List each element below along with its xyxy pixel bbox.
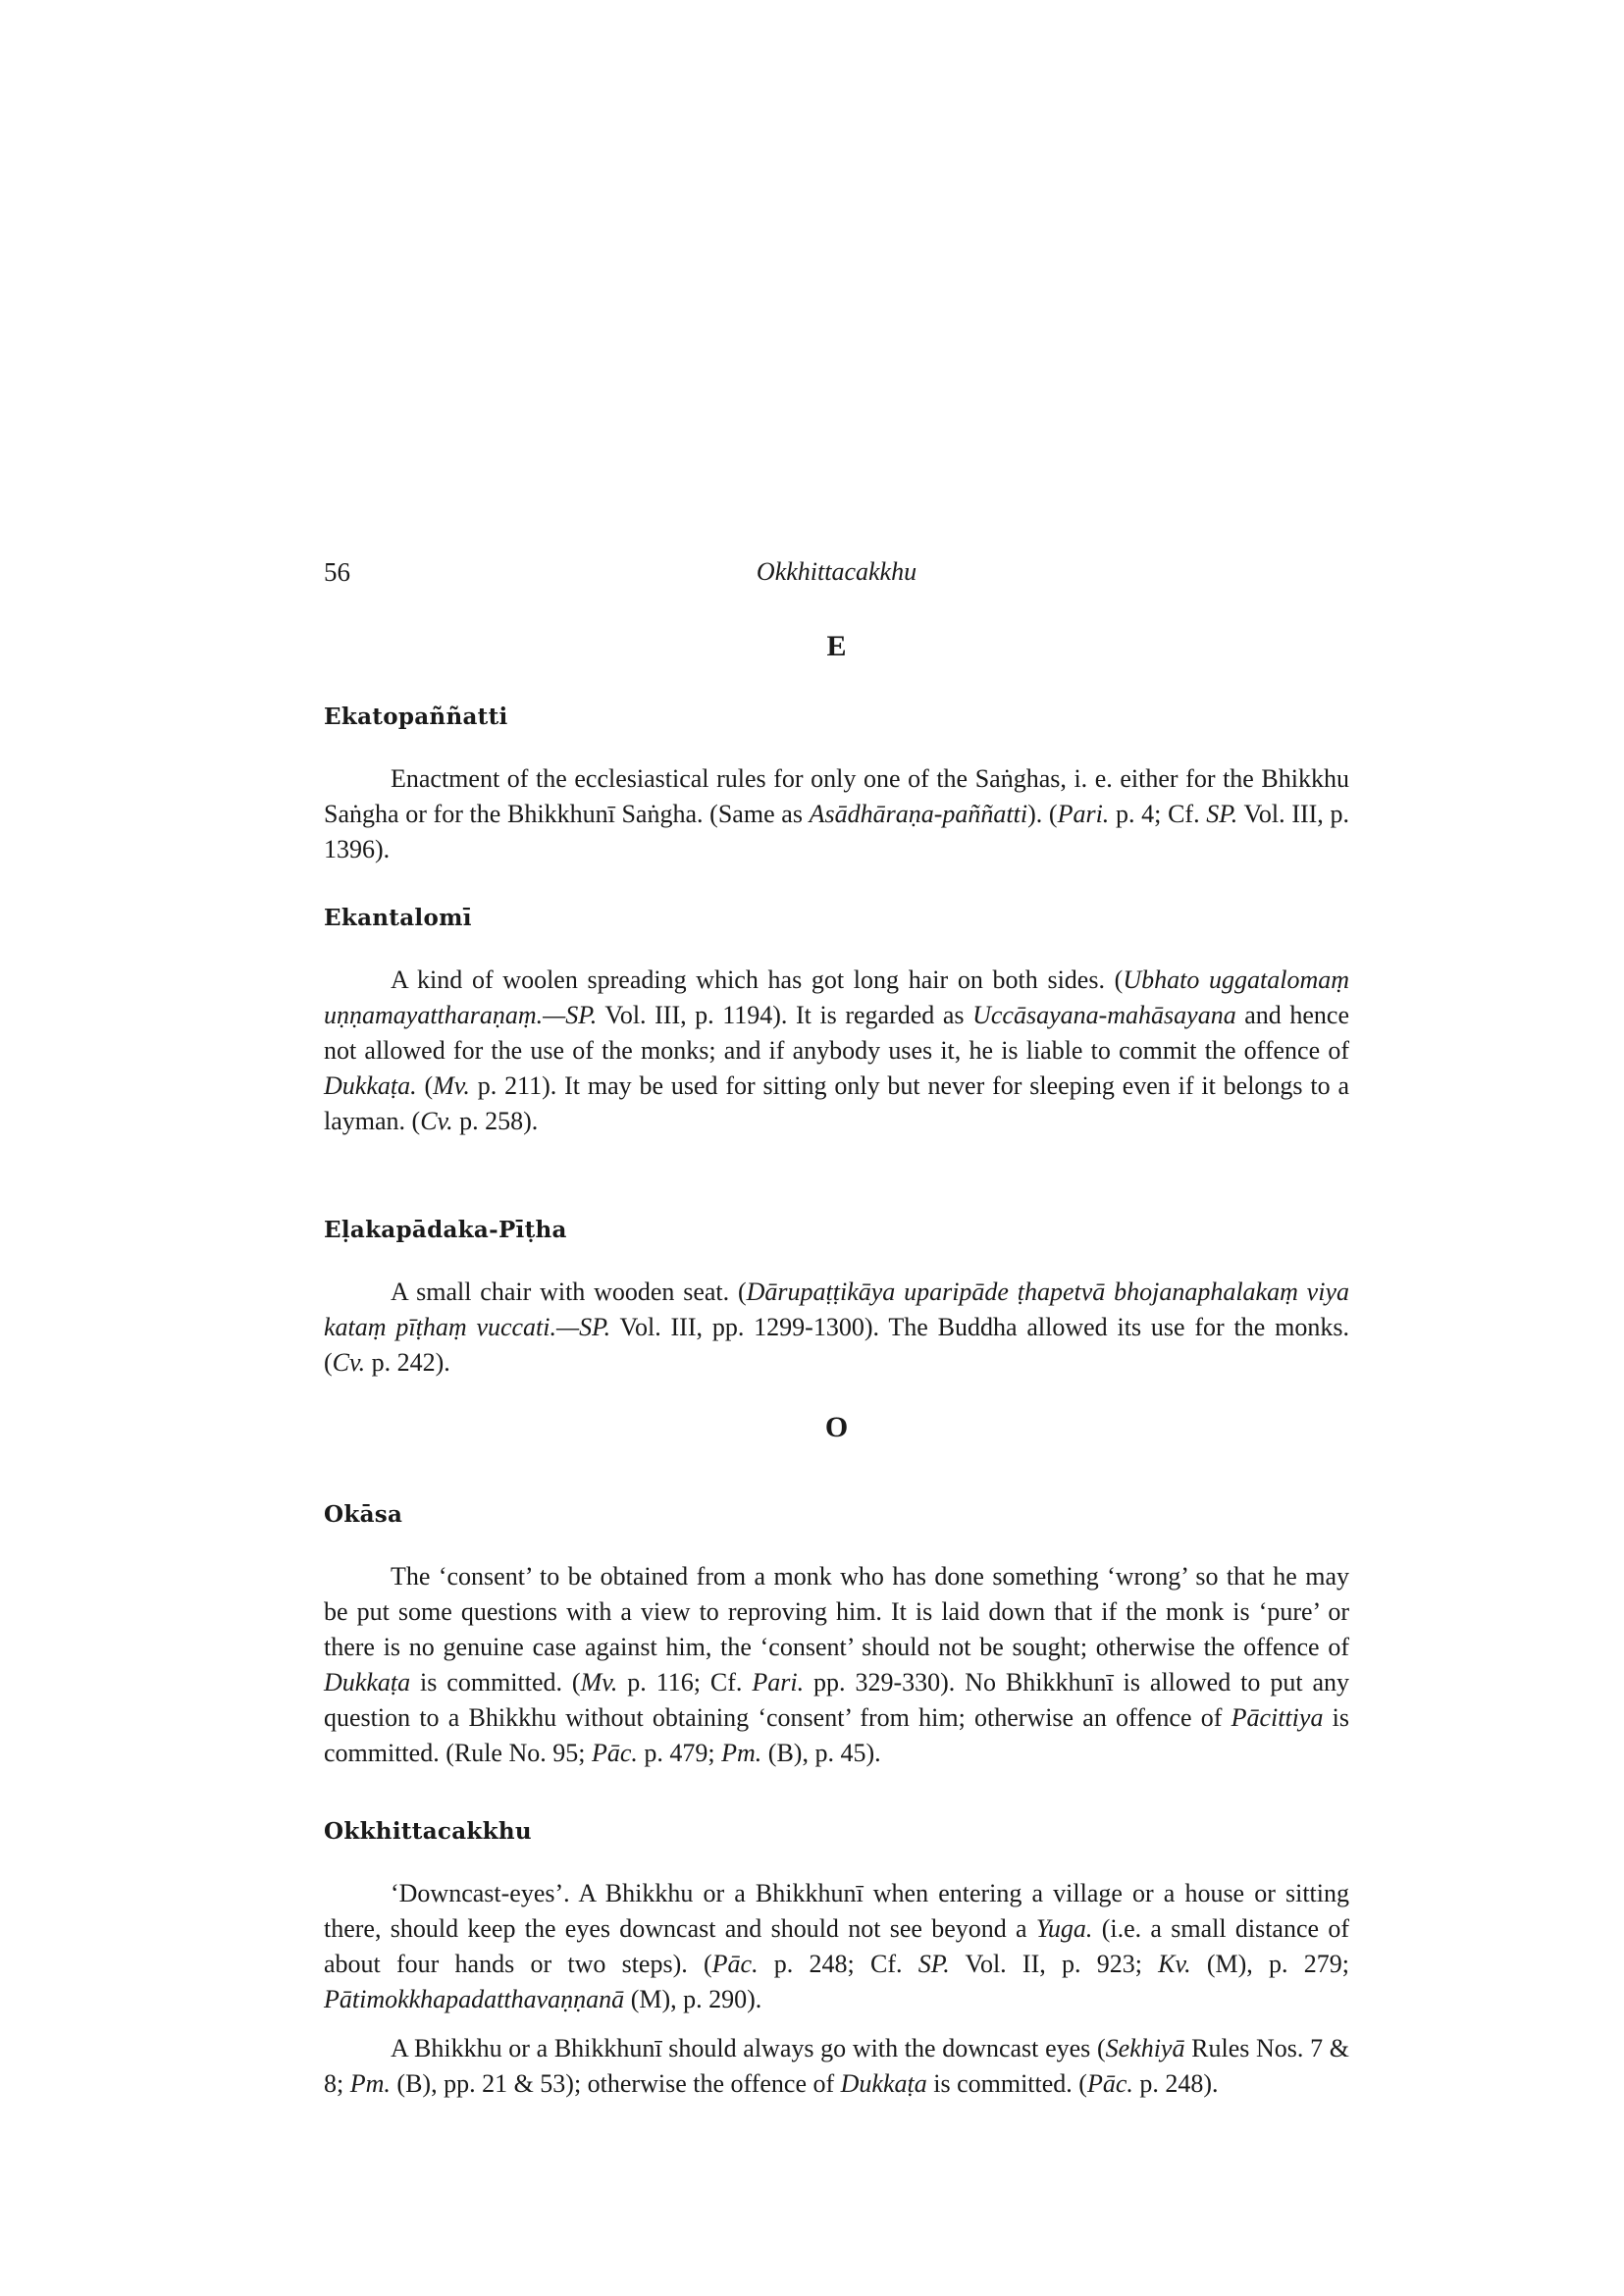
italic-citation: Cv. xyxy=(420,1107,453,1135)
italic-citation: Dukkaṭa. xyxy=(324,1071,417,1100)
italic-citation: Uccāsayana-mahāsayana xyxy=(972,1001,1236,1029)
text-run: The ‘consent’ to be obtained from a monk who has done something ‘wrong’ so that he may be put some questions with a view to reproving him. It is laid down that if the monk is ‘pure’ or there is no genuine case against him, the ‘consent’ should not be sought; otherwise the offence of xyxy=(324,1562,1349,1661)
section-letter-o: O xyxy=(824,1411,849,1443)
italic-citation: Pātimokkhapadatthavaṇṇanā xyxy=(324,1985,625,2013)
text-run: p. 116; Cf. xyxy=(617,1668,753,1696)
dictionary-entry xyxy=(324,1501,1349,1771)
page-number: 56 xyxy=(324,557,350,587)
text-run: A small chair with wooden seat. ( xyxy=(391,1278,747,1306)
italic-citation: Pari. xyxy=(1057,800,1110,828)
entry-headword: Ekantalomī xyxy=(324,905,472,931)
entry-paragraph xyxy=(324,1275,1349,1381)
text-run: Vol. III, p. 1194). It is regarded as xyxy=(597,1001,973,1029)
text-run: p. 242). xyxy=(365,1348,450,1377)
italic-citation: Pari. xyxy=(752,1668,805,1696)
italic-citation: Dārupaṭṭikāya uparipāde ṭhapetvā bhojanaphalakaṃ viya kataṃ pīṭhaṃ vuccati.—SP. xyxy=(324,1278,1349,1341)
entry-headword: Eḷakapādaka-Pīṭha xyxy=(324,1217,567,1243)
text-run: p. 248; Cf. xyxy=(758,1950,918,1978)
text-run: Vol. III, p. 1396). xyxy=(324,800,1349,863)
italic-citation: Kv. xyxy=(1158,1950,1191,1978)
text-run: A Bhikkhu or a Bhikkhunī should always go with the downcast eyes ( xyxy=(391,2034,1106,2062)
text-run: Rules Nos. 7 & 8; xyxy=(324,2034,1350,2098)
italic-citation: Mv. xyxy=(580,1668,618,1696)
page-header xyxy=(324,557,1349,597)
italic-citation: Asādhāraṇa-paññatti xyxy=(809,800,1028,828)
italic-citation: Dukkaṭa xyxy=(324,1668,411,1696)
text-run: (M), p. 279; xyxy=(1190,1950,1349,1978)
dictionary-entry xyxy=(324,704,1349,867)
entry-paragraph xyxy=(324,761,1349,867)
italic-citation: SP. xyxy=(1206,800,1238,828)
text-run: is committed. (Rule No. 95; xyxy=(324,1703,1350,1767)
italic-citation: Pm. xyxy=(349,2069,391,2098)
dictionary-entry xyxy=(324,1217,1349,1381)
entry-headword: Okāsa xyxy=(324,1501,403,1528)
entry-paragraph xyxy=(324,2031,1349,2102)
text-run: Vol. III, pp. 1299-1300). The Buddha allowed its use for the monks. ( xyxy=(324,1313,1349,1377)
text-run: Vol. II, p. 923; xyxy=(949,1950,1159,1978)
italic-citation: Ubhato uggatalomaṃ uṇṇamayattharaṇaṃ.—SP. xyxy=(324,965,1350,1029)
text-run: p. 211). It may be used for sitting only but never for sleeping even if it belongs to a layman. ( xyxy=(324,1071,1349,1135)
text-run: is committed. ( xyxy=(926,2069,1087,2098)
entry-paragraph xyxy=(324,1876,1349,2017)
text-run: ). ( xyxy=(1027,800,1058,828)
running-title: Okkhittacakkhu xyxy=(756,557,917,586)
text-run: (i.e. a small distance of about four hands or two steps). ( xyxy=(324,1914,1349,1978)
dictionary-entry xyxy=(324,905,1349,1139)
italic-citation: Pāc. xyxy=(591,1739,638,1767)
text-run: is committed. ( xyxy=(410,1668,581,1696)
entry-headword: Okkhittacakkhu xyxy=(324,1818,532,1845)
italic-citation: Pāc. xyxy=(1086,2069,1133,2098)
entry-headword: Ekatopaññatti xyxy=(324,704,508,730)
text-run: (B), pp. 21 & 53); otherwise the offence of xyxy=(390,2069,841,2098)
text-run: ( xyxy=(416,1071,434,1100)
italic-citation: Pm. xyxy=(721,1739,762,1767)
italic-citation: Pāc. xyxy=(711,1950,759,1978)
text-run: (M), p. 290). xyxy=(624,1985,762,2013)
entry-paragraph xyxy=(324,1559,1349,1771)
italic-citation: Yuga. xyxy=(1035,1914,1093,1943)
entry-paragraph xyxy=(324,963,1349,1139)
text-run: p. 479; xyxy=(637,1739,722,1767)
text-run: p. 258). xyxy=(452,1107,539,1135)
text-run: ‘Downcast-eyes’. A Bhikkhu or a Bhikkhunī when entering a village or a house or sitting there, should keep the eyes downcast and should not see beyond a xyxy=(324,1879,1349,1943)
section-letter-e: E xyxy=(826,630,847,662)
italic-citation: SP. xyxy=(917,1950,950,1978)
italic-citation: Mv. xyxy=(433,1071,470,1100)
text-run: p. 4; Cf. xyxy=(1109,800,1207,828)
text-run: and hence not allowed for the use of the monks; and if anybody uses it, he is liable to commit the offence of xyxy=(324,1001,1349,1065)
text-run: Enactment of the ecclesiastical rules for only one of the Saṅghas, i. e. either for the Bhikkhu Saṅgha or for the Bhikkhunī Saṅgha. (Same as xyxy=(324,764,1349,828)
text-run: A kind of woolen spreading which has got long hair on both sides. ( xyxy=(391,965,1124,994)
italic-citation: Cv. xyxy=(332,1348,366,1377)
dictionary-entry xyxy=(324,1818,1349,2102)
text-run: (B), p. 45). xyxy=(761,1739,881,1767)
italic-citation: Dukkaṭa xyxy=(840,2069,927,2098)
italic-citation: Pācittiya xyxy=(1231,1703,1324,1732)
text-run: p. 248). xyxy=(1132,2069,1219,2098)
italic-citation: Sekhiyā xyxy=(1105,2034,1185,2062)
text-run: pp. 329-330). No Bhikkhunī is allowed to put any question to a Bhikkhu without obtaining ‘consent’ from him; otherwise an offence of xyxy=(324,1668,1350,1732)
